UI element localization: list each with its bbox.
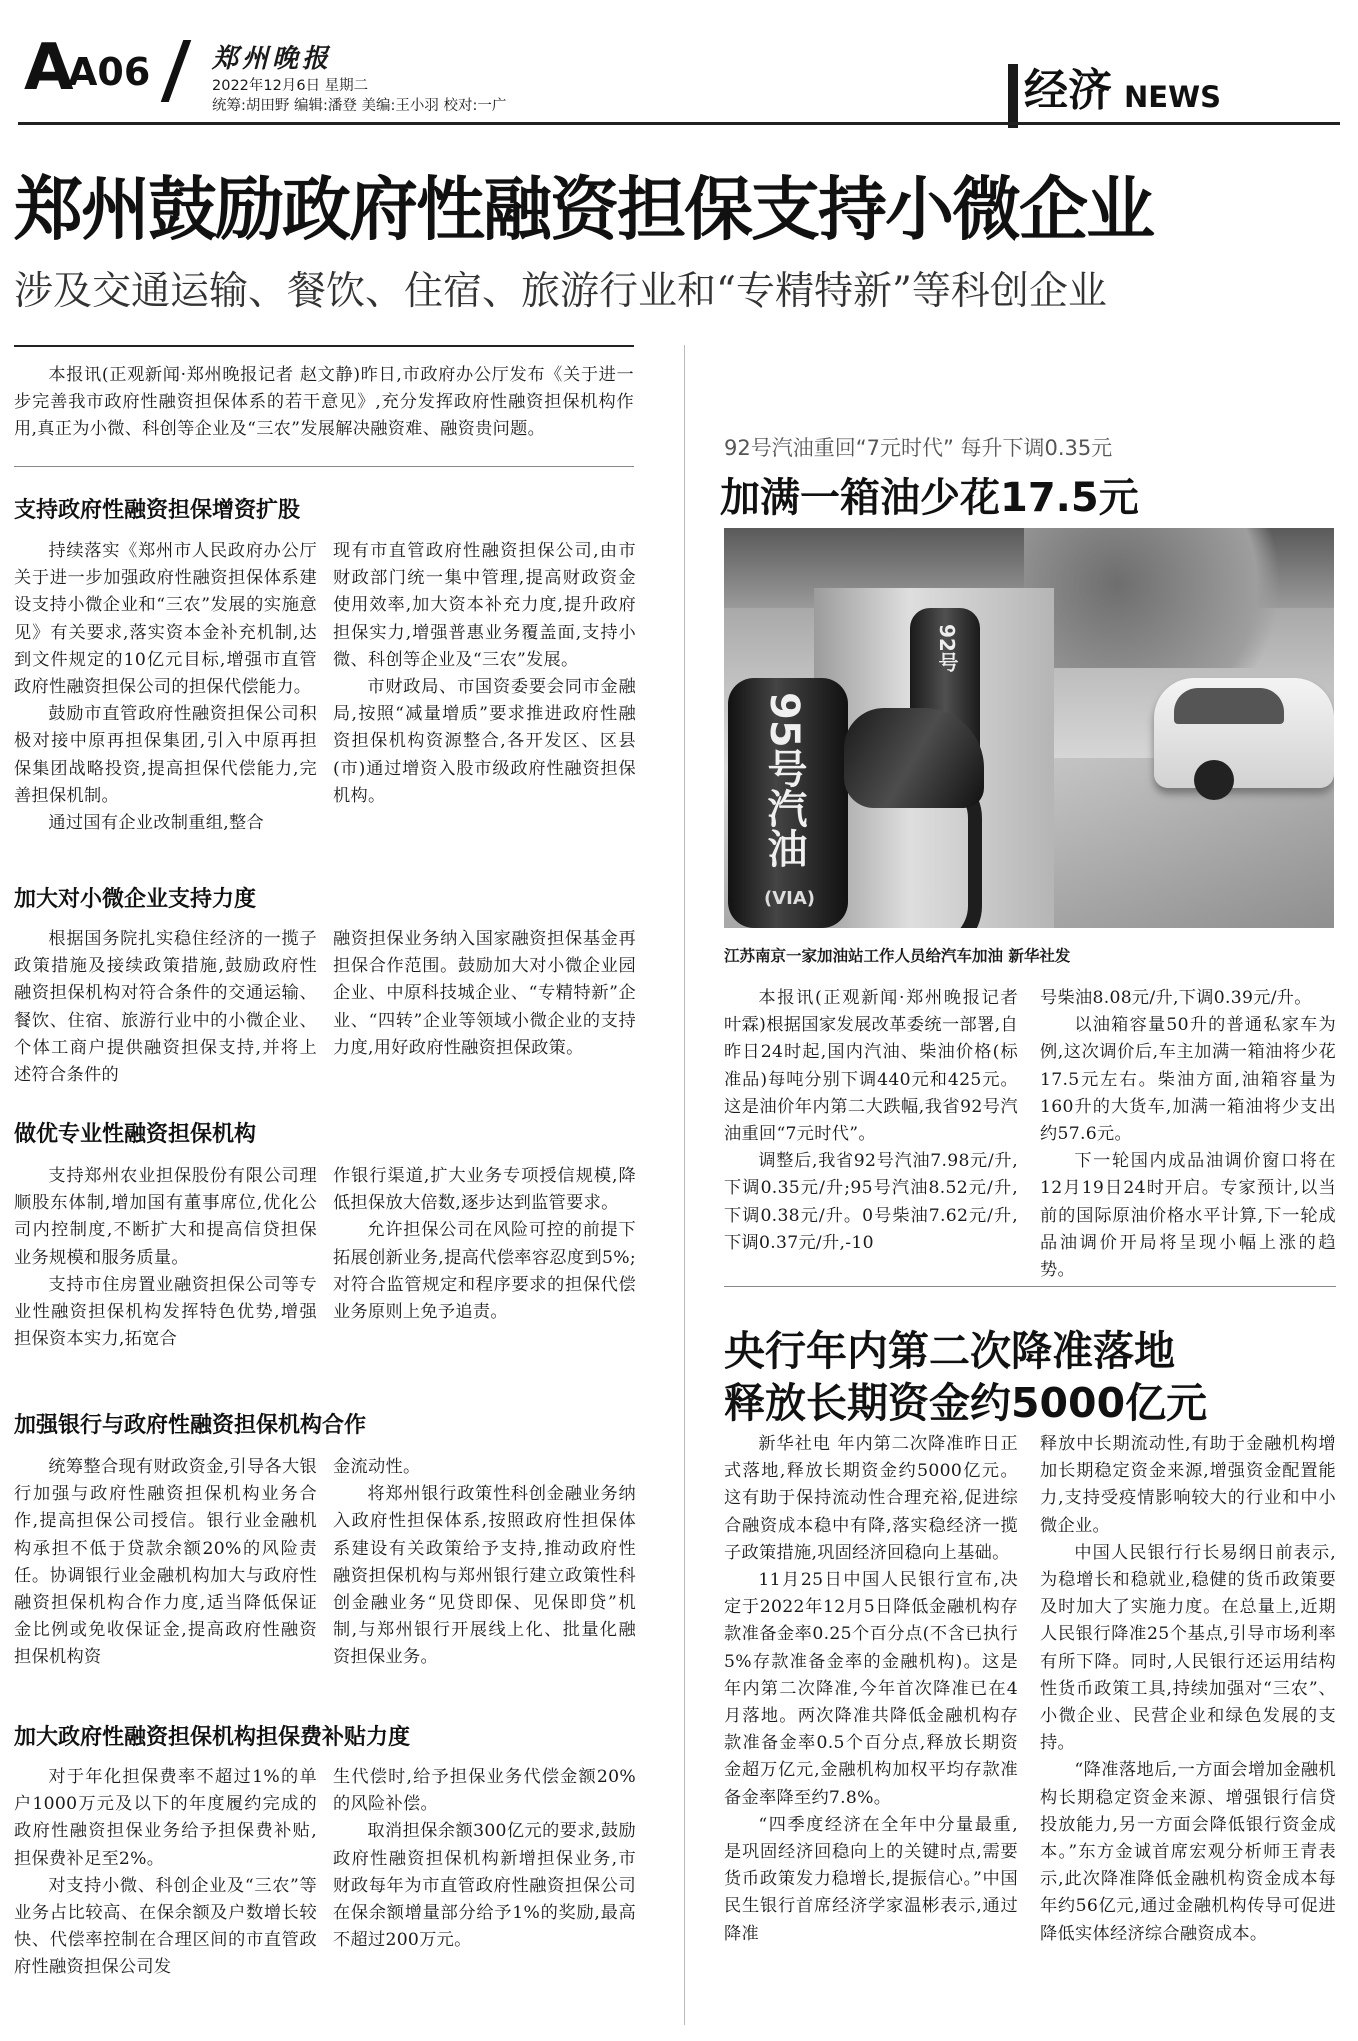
oil-body-paragraph: 以油箱容量50升的普通私家车为例,这次调价后,车主加满一箱油将少花17.5元左右。柴油方面,油箱容量为160升的大货车,加满一箱油将少支出约57.6元。	[1040, 1015, 1336, 1145]
section-title: 加强银行与政府性融资担保机构合作	[14, 1413, 367, 1438]
body-paragraph: 统筹整合现有财政资金,引导各大银行加强与政府性融资担保机构业务合作,提高担保公司授信。银行业金融机构承担不低于贷款余额20%的风险责任。协调银行业金融机构加大与政府性融资担保机构合作力度,适当降低保证金比例或免收保证金,提高政府性融资担保机构资	[14, 1457, 317, 1668]
body-paragraph: 持续落实《郑州市人民政府办公厅关于进一步加强政府性融资担保体系建设支持小微企业和“三农”发展的实施意见》有关要求,落实资本金补充机制,达到文件规定的10亿元目标,增强市直管政府性融资担保公司的担保代偿能力。	[14, 541, 317, 698]
oil-photo	[724, 528, 1334, 928]
oil-kicker: 92号汽油重回“7元时代” 每升下调0.35元	[724, 436, 1113, 460]
staff-credits: 统筹:胡田野 编辑:潘登 美编:王小羽 校对:一广	[212, 98, 507, 114]
body-paragraph: 对支持小微、科创企业及“三农”等业务占比较高、在保余额及户数增长较快、代偿率控制在合理区间的市直管政府性融资担保公司发	[14, 1875, 317, 1978]
section-title: 加大对小微企业支持力度	[14, 887, 257, 912]
body-paragraph: 取消担保余额300亿元的要求,鼓励政府性融资担保机构新增担保业务,市财政每年为市直管政府性融资担保公司在保余额增量部分给予1%的奖励,最高不超过200万元。	[333, 1821, 636, 1951]
oil-body-paragraph: 本报讯(正观新闻·郑州晚报记者 叶霖)根据国家发展改革委统一部署,自昨日24时起,国内汽油、柴油价格(标准品)每吨分别下调440元和425元。这是油价年内第二大跌幅,我省92号汽油重回“7元时代”。	[724, 988, 1018, 1145]
body-paragraph: 市财政局、市国资委要会同市金融局,按照“减量增质”要求推进政府性融资担保机构资源整合,各开发区、区县(市)通过增资入股市级政府性融资担保机构。	[333, 677, 636, 806]
rrr-body-paragraph: “四季度经济在全年中分量最重,是巩固经济回稳向上的关键时点,需要货币政策发力稳增长,提振信心。”中国民生银行首席经济学家温彬表示,通过降准	[724, 1814, 1018, 1944]
header-rule	[18, 122, 1340, 125]
rrr-body-paragraph: 11月25日中国人民银行宣布,决定于2022年12月5日降低金融机构存款准备金率0.25个百分点(不含已执行5%存款准备金率的金融机构)。这是年内第二次降准,今年首次降准已在4月落地。两次降准共降低金融机构存款准备金率0.5个百分点,释放长期资金超万亿元,金融机构加权平均存款准备金率降至约7.8%。	[724, 1570, 1018, 1808]
oil-headline: 加满一箱油少花17.5元	[720, 475, 1139, 521]
lead-top-rule	[14, 345, 634, 347]
header-slash	[161, 40, 192, 102]
body-paragraph: 金流动性。	[333, 1457, 421, 1477]
section-title: 做优专业性融资担保机构	[14, 1122, 257, 1147]
nozzle-92-label: 92号	[935, 624, 959, 672]
paper-masthead: 郑州晚报	[212, 44, 333, 74]
rrr-body-paragraph: 中国人民银行行长易纲日前表示,为稳增长和稳就业,稳健的货币政策要及时加大了实施力度。在总量上,近期人民银行降准25个基点,引导市场利率有所下降。同时,人民银行还运用结构性货币政策工具,持续加强对“三农”、小微企业、民营企业和绿色发展的支持。	[1040, 1542, 1336, 1754]
body-paragraph: 生代偿时,给予担保业务代偿金额20%的风险补偿。	[333, 1767, 636, 1815]
body-paragraph: 支持郑州农业担保股份有限公司理顺股东体制,增加国有董事席位,优化公司内控制度,不断扩大和提高信贷担保业务规模和服务质量。	[14, 1166, 317, 1268]
oil-body-paragraph: 下一轮国内成品油调价窗口将在12月19日24时开启。专家预计,以当前的国际原油价格水平计算,下一轮成品油调价开局将呈现小幅上涨的趋势。	[1040, 1151, 1336, 1281]
rrr-body-paragraph: 新华社电 年内第二次降准昨日正式落地,释放长期资金约5000亿元。这有助于保持流动性合理充裕,促进综合融资成本稳中有降,落实稳经济一揽子政策措施,巩固经济回稳向上基础。	[724, 1434, 1018, 1563]
body-paragraph: 通过国有企业改制重组,整合	[48, 813, 265, 834]
section-name-en: NEWS	[1124, 80, 1221, 114]
oil-bottom-rule	[724, 1286, 1336, 1287]
issue-date: 2022年12月6日 星期二	[212, 78, 369, 94]
nozzle-95-label: 95号汽油	[761, 692, 807, 868]
section-title: 支持政府性融资担保增资扩股	[14, 498, 301, 523]
body-paragraph: 现有市直管政府性融资担保公司,由市财政部门统一集中管理,提高财政资金使用效率,加大资本补充力度,提升政府担保实力,增强普惠业务覆盖面,支持小微、科创等企业及“三农”发展。	[333, 541, 636, 670]
nozzle-95-sub: (VIA)	[764, 888, 816, 909]
section-name: 经济	[1024, 65, 1112, 116]
body-paragraph: 对于年化担保费率不超过1%的单户1000万元及以下的年度履约完成的政府性融资担保业务给予担保费补贴,担保费补足至2%。	[14, 1767, 317, 1869]
main-headline: 郑州鼓励政府性融资担保支持小微企业	[14, 170, 1153, 250]
lead-bottom-rule	[14, 466, 634, 467]
lead-paragraph: 本报讯(正观新闻·郑州晚报记者 赵文静)昨日,市政府办公厅发布《关于进一步完善我市政府性融资担保体系的若干意见》,充分发挥政府性融资担保机构作用,真正为小微、科创等企业及“三农”发展解决融资难、融资贵问题。	[14, 365, 634, 440]
car-window	[1174, 688, 1284, 724]
photo-caption: 江苏南京一家加油站工作人员给汽车加油 新华社发	[724, 947, 1071, 965]
oil-body-paragraph: 调整后,我省92号汽油7.98元/升,下调0.35元/升;95号汽油8.52元/升,下调0.38元/升。0号柴油7.62元/升,下调0.37元/升,-10	[724, 1151, 1018, 1253]
section-title: 加大政府性融资担保机构担保费补贴力度	[14, 1725, 411, 1750]
nozzle-handle	[844, 708, 984, 808]
rrr-headline-line1: 央行年内第二次降准落地	[724, 1327, 1175, 1375]
trees	[1024, 528, 1334, 668]
oil-body-paragraph: 号柴油8.08元/升,下调0.39元/升。	[1040, 988, 1312, 1008]
body-paragraph: 鼓励市直管政府性融资担保公司积极对接中原再担保集团,引入中原再担保集团战略投资,提高担保代偿能力,完善担保机制。	[14, 704, 317, 806]
body-paragraph: 允许担保公司在风险可控的前提下拓展创新业务,提高代偿率容忍度到5%;对符合监管规定和程序要求的担保代偿业务原则上免予追责。	[333, 1220, 636, 1323]
column-divider	[684, 345, 685, 2025]
rrr-body-paragraph: 释放中长期流动性,有助于金融机构增加长期稳定资金来源,增强资金配置能力,支持受疫情影响较大的行业和中小微企业。	[1040, 1434, 1336, 1536]
car-wheel	[1194, 760, 1234, 800]
page-letter: A	[24, 31, 74, 105]
rrr-body-paragraph: “降准落地后,一方面会增加金融机构长期稳定资金来源、增强银行信贷投放能力,另一方面会降低银行资金成本。”东方金诚首席宏观分析师王青表示,此次降准降低金融机构资金成本每年约56亿元,通过金融机构传导可促进降低实体经济综合融资成本。	[1040, 1760, 1336, 1944]
body-paragraph: 作银行渠道,扩大业务专项授信规模,降低担保放大倍数,逐步达到监管要求。	[333, 1166, 636, 1214]
main-subheadline: 涉及交通运输、餐饮、住宿、旅游行业和“专精特新”等科创企业	[14, 269, 1107, 314]
body-paragraph: 根据国务院扎实稳住经济的一揽子政策措施及接续政策措施,鼓励政府性融资担保机构对符合条件的交通运输、餐饮、住宿、旅游行业中的小微企业、个体工商户提供融资担保支持,并将上述符合条件的	[14, 929, 317, 1086]
rrr-headline-line2: 释放长期资金约5000亿元	[724, 1379, 1208, 1427]
body-paragraph: 将郑州银行政策性科创金融业务纳入政府性担保体系,按照政府性担保体系建设有关政策给予支持,推动政府性融资担保机构与郑州银行建立政策性科创金融业务“见贷即保、见保即贷”机制,与郑州银行开展线上化、批量化融资担保业务。	[333, 1484, 636, 1668]
section-box-edge	[1008, 64, 1018, 128]
body-paragraph: 融资担保业务纳入国家融资担保基金再担保合作范围。鼓励加大对小微企业园企业、中原科技城企业、“专精特新”企业、“四转”企业等领域小微企业的支持力度,用好政府性融资担保政策。	[333, 929, 636, 1058]
body-paragraph: 支持市住房置业融资担保公司等专业性融资担保机构发挥特色优势,增强担保资本实力,拓宽合	[14, 1274, 317, 1350]
page-number: A06	[68, 50, 151, 94]
